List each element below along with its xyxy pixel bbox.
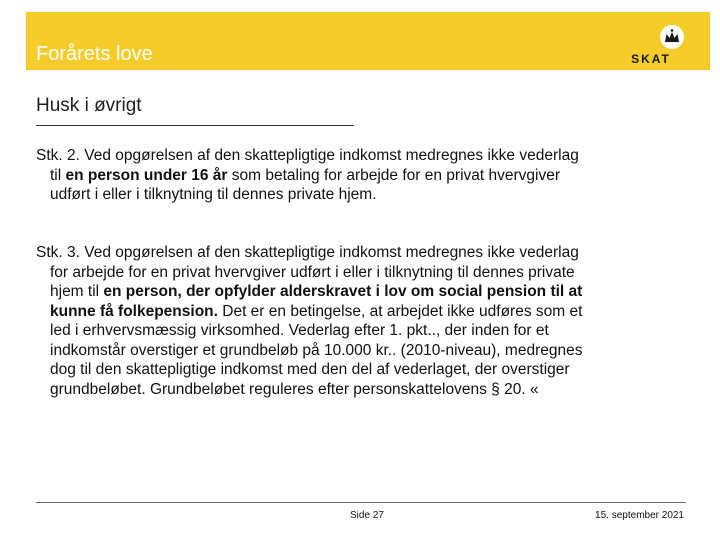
text-run: Stk. 2. Ved opgørelsen af den skattepligtige indkomst medregnes ikke vederlag — [36, 147, 579, 164]
emphasized-text: kunne få folkepension. — [50, 302, 218, 320]
text-run: Det er en betingelse, at arbejdet ikke udføres som et — [217, 302, 583, 320]
text-run: som betaling for arbejde for en privat hvervgiver — [227, 166, 561, 184]
slide-title: Forårets love — [36, 43, 153, 65]
paragraph-stk3 — [36, 243, 676, 399]
footer-divider — [36, 502, 686, 503]
logo-text: SKAT — [631, 52, 671, 66]
crown-icon — [616, 22, 686, 52]
header-banner — [26, 12, 710, 70]
paragraph-line — [36, 243, 676, 263]
paragraph-stk2 — [36, 146, 676, 205]
section-heading: Husk i øvrigt — [36, 95, 142, 116]
page-number: Side 27 — [350, 510, 384, 521]
text-run: til — [50, 166, 66, 184]
text-run: Stk. 3. Ved opgørelsen af den skattepligtige indkomst medregnes ikke vederlag — [36, 244, 579, 261]
paragraph-line — [36, 341, 676, 361]
text-run: grundbeløbet. Grundbeløbet reguleres efter personskattelovens § 20. « — [50, 380, 539, 398]
paragraph-line — [36, 166, 676, 186]
text-run: for arbejde for en privat hvervgiver udført i eller i tilknytning til dennes private — [50, 263, 575, 281]
text-run: hjem til — [50, 283, 104, 300]
paragraph-line — [36, 282, 676, 302]
paragraph-line — [36, 360, 676, 380]
paragraph-line — [36, 380, 676, 400]
skat-logo — [616, 22, 686, 66]
emphasized-text: en person under 16 år — [65, 166, 228, 184]
heading-underline — [36, 125, 354, 126]
text-run: udført i eller i tilknytning til dennes private hjem. — [50, 186, 377, 203]
text-run: indkomstår overstiger et grundbeløb på 10.000 kr.. (2010-niveau), medregnes — [50, 341, 583, 359]
paragraph-line — [36, 263, 676, 283]
emphasized-text: en person, der opfylder alderskravet i lov om social pension til at — [103, 283, 583, 300]
paragraph-line — [36, 146, 676, 166]
footer-date: 15. september 2021 — [595, 510, 684, 521]
paragraph-line — [36, 185, 676, 205]
text-run: dog til den skattepligtige indkomst med den del af vederlaget, der overstiger — [50, 361, 570, 378]
paragraph-line — [36, 321, 676, 341]
paragraph-line — [36, 302, 676, 322]
text-run: led i erhvervsmæssig virksomhed. Vederlag efter 1. pkt.., der inden for et — [50, 322, 549, 339]
